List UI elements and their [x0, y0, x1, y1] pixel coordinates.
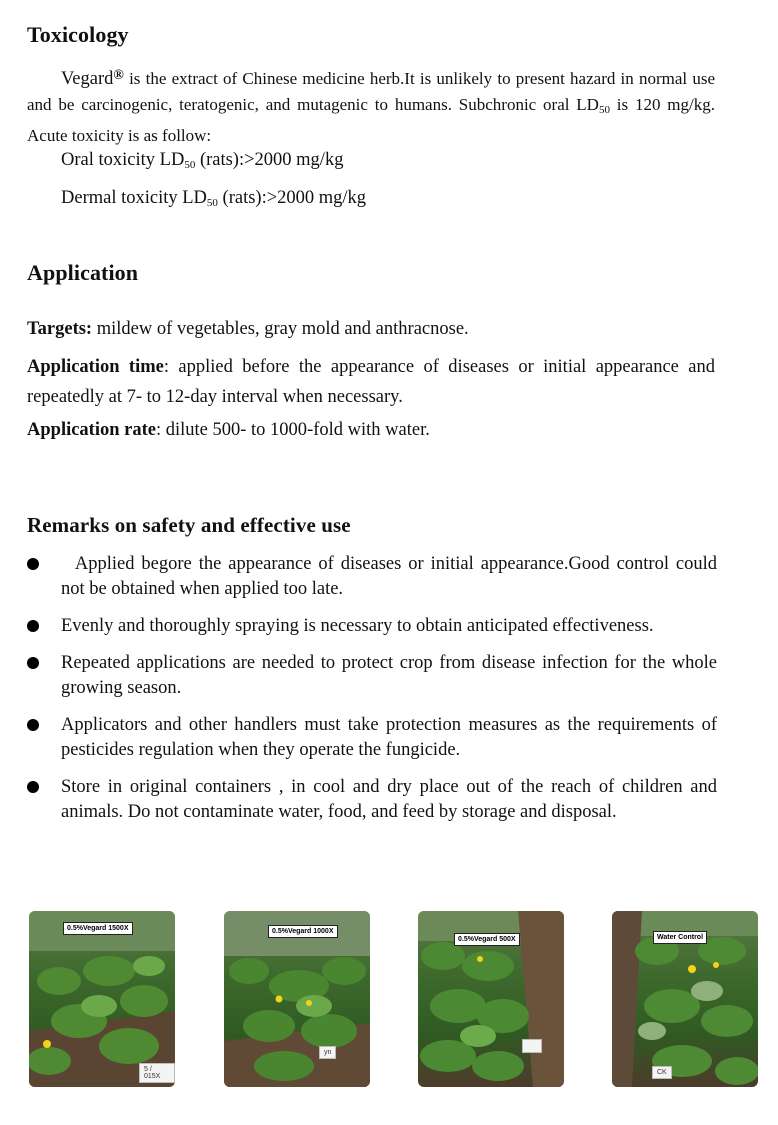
field-photo-1500x: [29, 911, 175, 1087]
application-rate: [27, 420, 430, 441]
application-time: [27, 352, 715, 412]
application-time-text: : applied before the appearance of diseases or initial appearance and repeatedly at 7- to 12-day interval when necessary.: [27, 357, 716, 407]
field-photo-1000x: [224, 911, 370, 1087]
remark-text: Evenly and thoroughly spraying is necessary to obtain anticipated effectiveness.: [61, 616, 654, 636]
remark-text: Applied begore the appearance of diseases or initial appearance.Good control could not be obtained when applied too late.: [61, 554, 722, 599]
dermal-toxicity-label: Dermal toxicity LD: [61, 188, 207, 208]
treatment-sign: 0.5%Vegard 500X: [454, 933, 520, 946]
remarks-heading: Remarks on safety and effective use: [27, 513, 351, 537]
application-heading: Application: [27, 260, 139, 285]
bullet-icon: [27, 657, 39, 669]
oral-toxicity-value: (rats):>2000 mg/kg: [195, 150, 344, 170]
registered-mark: ®: [113, 68, 124, 83]
cucumber-plants-illustration: [29, 911, 175, 1087]
targets-text: mildew of vegetables, gray mold and anthracnose.: [92, 319, 469, 339]
remarks-list: [27, 552, 722, 837]
remark-text: Store in original containers , in cool and dry place out of the reach of children and animals. Do not contaminate water, food, and feed by storage and disposal.: [61, 777, 717, 822]
bullet-icon: [27, 558, 39, 570]
photo-row: [0, 911, 778, 1087]
oral-toxicity-label: Oral toxicity LD: [61, 150, 185, 170]
dermal-toxicity: [61, 188, 366, 209]
treatment-sign: 0.5%Vegard 1000X: [268, 925, 338, 938]
remark-text: Applicators and other handlers must take protection measures as the requirements of pesticides regulation when they operate the fungicide.: [61, 715, 717, 760]
oral-toxicity: [61, 150, 343, 171]
list-item: [27, 651, 717, 701]
plot-tag: CK: [652, 1066, 672, 1079]
plot-tag: yn: [319, 1046, 336, 1059]
application-rate-label: Application rate: [27, 420, 156, 440]
dermal-toxicity-value: (rats):>2000 mg/kg: [217, 188, 367, 208]
targets-line: [27, 319, 469, 340]
intro-text-2: is 120 mg/kg. Acute toxicity is as follow:: [27, 95, 715, 145]
list-item: [27, 775, 717, 825]
brand-name: Vegard: [61, 69, 114, 89]
application-rate-text: : dilute 500- to 1000-fold with water.: [155, 420, 430, 440]
list-item: [27, 614, 717, 639]
list-item: [27, 713, 717, 763]
field-photo-500x: [418, 911, 564, 1087]
bullet-icon: [27, 781, 39, 793]
plot-tag: [522, 1039, 542, 1053]
intro-text-1: is the extract of Chinese medicine herb.It is unlikely to present hazard in normal use and be carcinogenic, teratogenic, and mutagenic to humans. Subchronic oral LD: [27, 69, 715, 114]
remark-text: Repeated applications are needed to protect crop from disease infection for the whole growing season.: [61, 653, 717, 698]
treatment-sign: Water Control: [653, 931, 707, 944]
treatment-sign: 0.5%Vegard 1500X: [63, 922, 133, 935]
intro-sub: 50: [598, 104, 610, 116]
toxicology-heading: Toxicology: [27, 22, 129, 47]
dermal-toxicity-sub: 50: [206, 197, 218, 209]
targets-label: Targets:: [27, 319, 93, 339]
bullet-icon: [27, 620, 39, 632]
field-photo-water-control: [612, 911, 758, 1087]
plot-tag: 5 / 015X: [139, 1063, 175, 1083]
oral-toxicity-sub: 50: [184, 159, 196, 171]
toxicology-intro: [27, 63, 715, 148]
bullet-icon: [27, 719, 39, 731]
list-item: [27, 552, 722, 602]
application-time-label: Application time: [27, 357, 164, 377]
